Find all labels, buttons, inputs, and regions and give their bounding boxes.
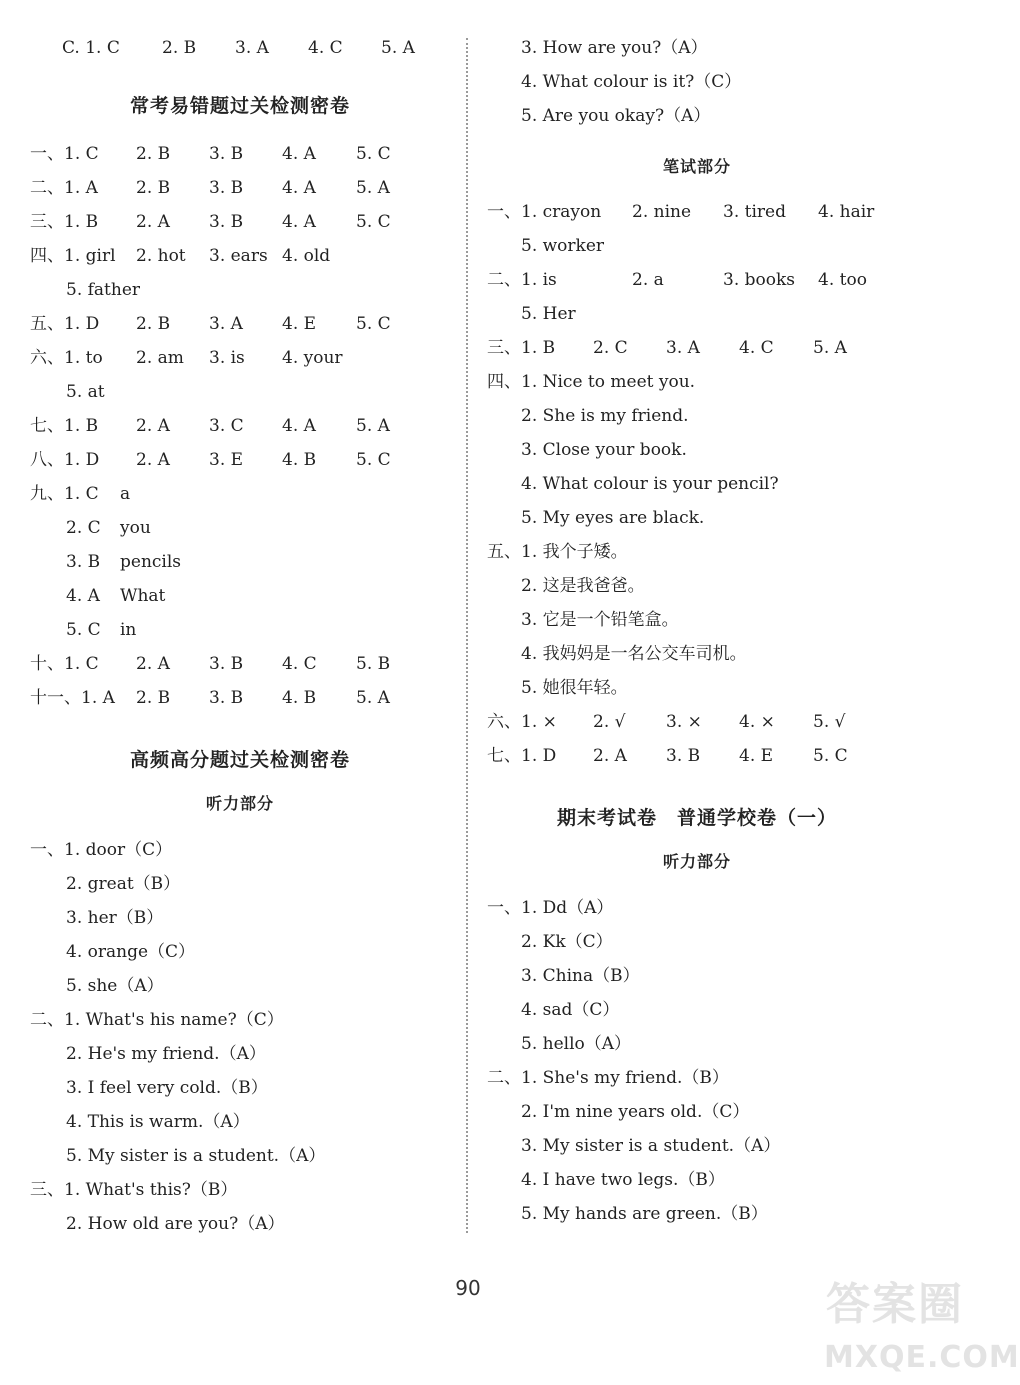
answer-item: 5. A — [356, 178, 390, 198]
answer-item: 3. A — [235, 38, 269, 58]
answer-item: 2. He's my friend.（A） — [66, 1044, 266, 1064]
answer-item: 十、1. C — [30, 654, 99, 674]
answer-item: 5. √ — [813, 712, 846, 732]
answer-item: in — [120, 620, 137, 640]
answer-item: 5. father — [66, 280, 141, 300]
section-subtitle: 听力部分 — [662, 852, 731, 871]
answer-item: 3. B — [666, 746, 701, 766]
answer-item: 八、1. D — [30, 450, 100, 470]
answer-item: 4. I have two legs.（B） — [521, 1170, 725, 1190]
answer-item: 4. E — [739, 746, 774, 766]
answer-item: 4. too — [818, 270, 867, 290]
answer-item: 4. A — [282, 144, 316, 164]
answer-item: 3. I feel very cold.（B） — [66, 1078, 268, 1098]
answer-item: What — [120, 586, 166, 606]
answer-item: 2. 这是我爸爸。 — [521, 576, 645, 596]
answer-item: 4. C — [282, 654, 317, 674]
answer-item: 三、1. What's this?（B） — [30, 1180, 238, 1200]
answer-item: 4. E — [282, 314, 317, 334]
answer-item: 六、1. to — [30, 348, 103, 368]
answer-item: 2. C — [66, 518, 101, 538]
answer-item: 五、1. 我个子矮。 — [487, 542, 628, 562]
answer-item: 5. worker — [521, 236, 605, 256]
answer-item: 5. C — [356, 212, 391, 232]
answer-item: C. 1. C — [62, 38, 120, 58]
answer-item: 5. My hands are green.（B） — [521, 1204, 768, 1224]
answer-item: 二、1. A — [30, 178, 98, 198]
answer-item: 3. is — [209, 348, 245, 368]
answer-item: a — [120, 484, 131, 504]
answer-item: 3. ears — [209, 246, 268, 266]
answer-item: 3. × — [666, 712, 702, 732]
answer-item: 4. × — [739, 712, 775, 732]
answer-item: 5. 她很年轻。 — [521, 678, 628, 698]
answer-item: 3. 它是一个铅笔盒。 — [521, 610, 679, 630]
answer-item: 5. C — [356, 450, 391, 470]
answer-item: 3. B — [66, 552, 101, 572]
section-subtitle: 听力部分 — [205, 794, 274, 813]
answer-item: 4. What colour is your pencil? — [521, 474, 779, 494]
answer-item: 2. hot — [136, 246, 186, 266]
answer-item: 4. A — [66, 586, 100, 606]
answer-item: 2. B — [136, 178, 171, 198]
answer-item: 一、1. door（C） — [30, 840, 173, 860]
answer-item: 2. A — [136, 416, 170, 436]
answer-item: 4. old — [282, 246, 331, 266]
answer-item: 2. I'm nine years old.（C） — [521, 1102, 750, 1122]
section-title: 期末考试卷 普通学校卷（一） — [556, 807, 837, 829]
answer-item: 2. A — [593, 746, 627, 766]
answer-item: 4. C — [739, 338, 774, 358]
answer-item: 5. B — [356, 654, 391, 674]
answer-item: 二、1. She's my friend.（B） — [487, 1068, 729, 1088]
answer-item: 二、1. is — [487, 270, 557, 290]
answer-item: 3. A — [209, 314, 243, 334]
answer-item: 4. your — [282, 348, 343, 368]
answer-item: 4. 我妈妈是一名公交车司机。 — [521, 644, 747, 664]
answer-item: 3. Close your book. — [521, 440, 687, 460]
answer-item: 3. E — [209, 450, 244, 470]
answer-item: 一、1. C — [30, 144, 99, 164]
answer-item: 2. a — [632, 270, 664, 290]
answer-item: 5. C — [356, 314, 391, 334]
watermark-logo-text: 答案圈 — [826, 1279, 964, 1330]
watermark-logo — [822, 1262, 1020, 1385]
answer-item: 4. hair — [818, 202, 875, 222]
answer-item: 2. C — [593, 338, 628, 358]
answer-item: 4. orange（C） — [66, 942, 196, 962]
watermark-url: MXQE.COM — [824, 1340, 1020, 1375]
answer-item: 4. B — [282, 450, 317, 470]
answer-item: 一、1. crayon — [487, 202, 602, 222]
answer-item: 5. C — [356, 144, 391, 164]
answer-item: 5. Her — [521, 304, 576, 324]
answer-item: 5. A — [813, 338, 847, 358]
column-divider — [466, 38, 468, 1233]
answer-item: 5. A — [381, 38, 415, 58]
section-title: 常考易错题过关检测密卷 — [129, 95, 350, 117]
answer-item: 四、1. Nice to meet you. — [487, 372, 696, 392]
answer-item: 2. am — [136, 348, 184, 368]
answer-item: 5. C — [66, 620, 101, 640]
answer-item: 3. B — [209, 144, 244, 164]
answer-item: 3. her（B） — [66, 908, 164, 928]
answer-item: 3. B — [209, 654, 244, 674]
answer-item: 七、1. B — [30, 416, 99, 436]
answer-item: pencils — [120, 552, 182, 572]
answer-item: 2. A — [136, 450, 170, 470]
answer-item: 4. A — [282, 416, 316, 436]
answer-item: 三、1. B — [487, 338, 556, 358]
answer-item: 四、1. girl — [30, 246, 116, 266]
answer-item: 一、1. Dd（A） — [487, 898, 614, 918]
answer-item: 5. at — [66, 382, 105, 402]
answer-item: 六、1. × — [487, 712, 557, 732]
answer-item: 2. B — [136, 144, 171, 164]
answer-item: 三、1. B — [30, 212, 99, 232]
answer-item: 2. B — [136, 688, 171, 708]
answer-item: 七、1. D — [487, 746, 557, 766]
answer-item: 4. A — [282, 212, 316, 232]
answer-item: 3. A — [666, 338, 700, 358]
section-subtitle: 笔试部分 — [662, 157, 731, 176]
answer-item: 5. hello（A） — [521, 1034, 632, 1054]
answer-item: 3. tired — [723, 202, 786, 222]
answer-item: 2. She is my friend. — [521, 406, 689, 426]
answer-item: 2. B — [162, 38, 197, 58]
answer-item: 3. China（B） — [521, 966, 640, 986]
answer-item: 5. C — [813, 746, 848, 766]
answer-item: 5. My sister is a student.（A） — [66, 1146, 326, 1166]
answer-item: 3. B — [209, 688, 244, 708]
answer-item: 2. B — [136, 314, 171, 334]
answer-item: 2. nine — [632, 202, 692, 222]
section-title: 高频高分题过关检测密卷 — [129, 749, 350, 771]
answer-item: 5. Are you okay?（A） — [521, 106, 711, 126]
answer-item: 2. √ — [593, 712, 626, 732]
answer-item: 4. A — [282, 178, 316, 198]
answer-item: 二、1. What's his name?（C） — [30, 1010, 284, 1030]
answer-item: 5. A — [356, 416, 390, 436]
answer-item: 4. B — [282, 688, 317, 708]
answer-item: 2. Kk（C） — [521, 932, 613, 952]
answer-item: 3. How are you?（A） — [521, 38, 708, 58]
answer-item: 4. This is warm.（A） — [66, 1112, 250, 1132]
answer-item: 5. she（A） — [66, 976, 164, 996]
answer-item: 2. A — [136, 654, 170, 674]
page-number: 90 — [455, 1276, 481, 1300]
answer-item: 十一、1. A — [30, 688, 115, 708]
answer-item: you — [120, 518, 151, 538]
answer-item: 5. A — [356, 688, 390, 708]
answer-item: 2. How old are you?（A） — [66, 1214, 285, 1234]
answer-item: 3. My sister is a student.（A） — [521, 1136, 781, 1156]
answer-item: 4. sad（C） — [521, 1000, 620, 1020]
answer-item: 4. What colour is it?（C） — [521, 72, 742, 92]
answer-item: 3. B — [209, 178, 244, 198]
answer-item: 2. great（B） — [66, 874, 181, 894]
answer-item: 3. C — [209, 416, 244, 436]
answer-item: 九、1. C — [30, 484, 99, 504]
answer-item: 5. My eyes are black. — [521, 508, 705, 528]
answer-item: 3. books — [723, 270, 796, 290]
answer-item: 4. C — [308, 38, 343, 58]
answer-item: 五、1. D — [30, 314, 100, 334]
answer-item: 3. B — [209, 212, 244, 232]
answer-item: 2. A — [136, 212, 170, 232]
